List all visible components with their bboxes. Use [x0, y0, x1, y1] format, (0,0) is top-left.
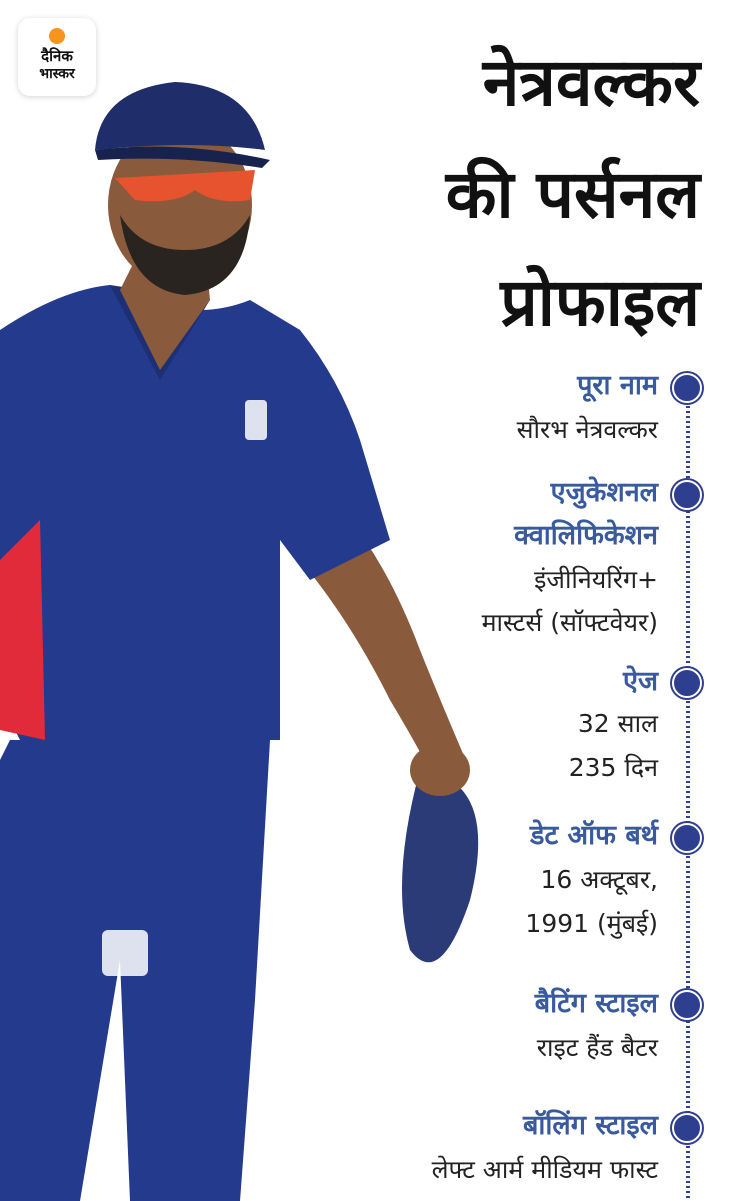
label-education-line2: क्वालिफिकेशन: [514, 520, 658, 551]
value-age-days: 235 दिन: [568, 753, 658, 782]
label-date-of-birth: डेट ऑफ बर्थ: [530, 820, 658, 851]
label-full-name: पूरा नाम: [577, 370, 658, 401]
timeline-node: [672, 823, 702, 853]
title-line-2: की पर्सनल: [445, 156, 700, 233]
sun-icon: [49, 28, 65, 44]
value-batting-style: राइट हैंड बैटर: [536, 1033, 658, 1062]
dainik-bhaskar-logo: [18, 18, 96, 96]
value-education-line2: मास्टर्स (सॉफ्टवेयर): [481, 608, 658, 637]
label-batting-style: बैटिंग स्टाइल: [534, 988, 658, 1019]
label-age: ऐज: [623, 666, 658, 697]
player-photo: [0, 60, 520, 1201]
label-education-line1: एजुकेशनल: [550, 477, 658, 508]
value-full-name: सौरभ नेत्रवल्कर: [516, 415, 658, 444]
logo-text-line2: भास्कर: [39, 66, 75, 82]
timeline-node: [672, 990, 702, 1020]
timeline-node: [672, 373, 702, 403]
title-line-3: प्रोफाइल: [500, 264, 700, 341]
value-education-line1: इंजीनियरिंग+: [534, 565, 658, 594]
value-age-years: 32 साल: [577, 709, 658, 738]
value-dob-line1: 16 अक्टूबर,: [540, 865, 658, 894]
title-line-1: नेत्रवल्कर: [482, 44, 700, 121]
label-bowling-style: बॉलिंग स्टाइल: [523, 1110, 658, 1141]
timeline-node: [672, 480, 702, 510]
value-bowling-style: लेफ्ट आर्म मीडियम फास्ट: [431, 1155, 658, 1184]
timeline-node: [672, 1113, 702, 1143]
value-dob-line2: 1991 (मुंबई): [525, 909, 658, 938]
timeline-node: [672, 668, 702, 698]
logo-text-line1: दैनिक: [41, 47, 73, 65]
